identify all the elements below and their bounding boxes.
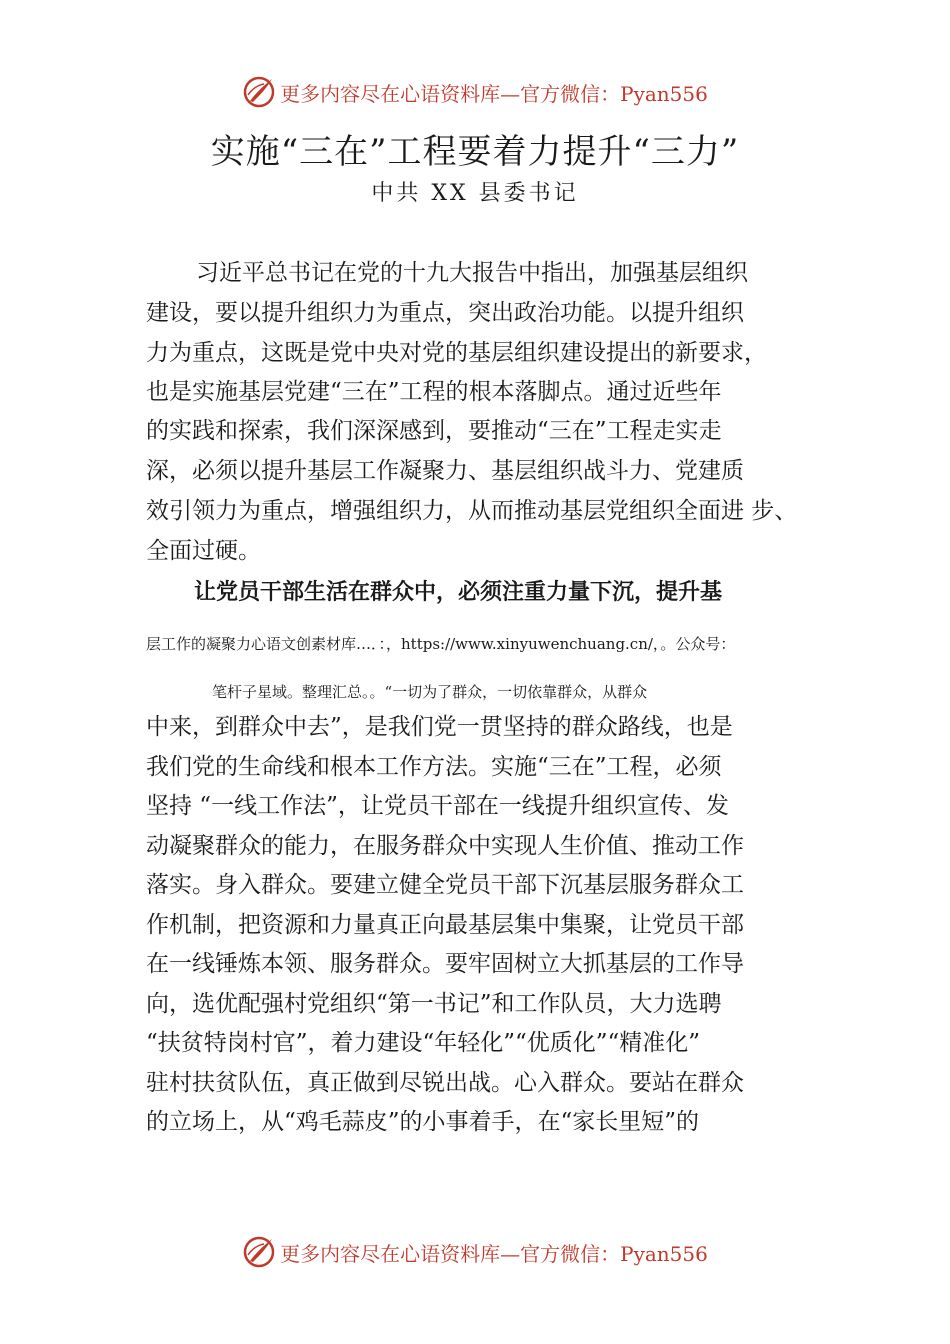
body-line: “扶贫特岗村官”，着力建设“年轻化”“优质化”“精准化”: [146, 1030, 701, 1056]
body-line: 全面过硬。: [146, 538, 261, 564]
body-line: 也是实施基层党建“三在”工程的根本落脚点。通过近些年: [146, 379, 722, 405]
body-line: 作机制，把资源和力量真正向最基层集中集聚，让党员干部: [146, 912, 744, 938]
section-heading: 让党员干部生活在群众中，必须注重力量下沉，提升基: [194, 580, 723, 605]
body-line: 的实践和探索，我们深深感到，要推动“三在”工程走实走: [146, 418, 722, 444]
body-line: 在一线锤炼本领、服务群众。要牢固树立大抓基层的工作导: [146, 951, 744, 977]
body-line: 深，必须以提升基层工作凝聚力、基层组织战斗力、党建质: [146, 458, 744, 484]
body-line-small: 笔杆子星域。整理汇总。。“一切为了群众，一切依靠群众，从群众: [212, 683, 648, 701]
body-line: 中来，到群众中去”，是我们党一贯坚持的群众路线，也是: [146, 714, 733, 740]
watermark-text: 更多内容尽在心语资料库—官方微信：Pyan556: [280, 1241, 708, 1266]
body-line: 效引领力为重点，增强组织力，从而推动基层党组织全面进 步、: [146, 498, 798, 524]
body-line: 驻村扶贫队伍，真正做到尽锐出战。心入群众。要站在群众: [146, 1070, 744, 1096]
quill-logo-icon: [242, 1235, 276, 1269]
body-line: 坚持 “一线工作法”，让党员干部在一线提升组织宣传、发: [146, 793, 729, 819]
body-line: 动凝聚群众的能力，在服务群众中实现人生价值、推动工作: [146, 833, 744, 859]
body-line: 建设，要以提升组织力为重点，突出政治功能。以提升组织: [146, 300, 744, 326]
document-title: 实施“三在”工程要着力提升“三力”: [210, 132, 740, 172]
body-line: 我们党的生命线和根本工作方法。实施“三在”工程，必须: [146, 754, 722, 780]
watermark-header: [0, 72, 950, 112]
body-line-small: 层工作的凝聚力心语文创素材库…．：，https://www.xinyuwenchuang.cn/，。公众号：: [146, 635, 736, 653]
watermark-footer: [0, 1232, 950, 1272]
body-line: 落实。身入群众。要建立健全党员干部下沉基层服务群众工: [146, 872, 744, 898]
body-line: 习近平总书记在党的十九大报告中指出，加强基层组织: [196, 260, 748, 286]
watermark-text: 更多内容尽在心语资料库—官方微信：Pyan556: [280, 81, 708, 106]
quill-logo-icon: [242, 75, 276, 109]
body-line: 向，选优配强村党组织“第一书记”和工作队员，大力选聘: [146, 991, 722, 1017]
body-line: 的立场上，从“鸡毛蒜皮”的小事着手，在“家长里短”的: [146, 1109, 700, 1135]
body-line: 力为重点，这既是党中央对党的基层组织建设提出的新要求，: [146, 340, 767, 366]
document-subtitle: 中共 XX 县委书记: [371, 181, 579, 206]
